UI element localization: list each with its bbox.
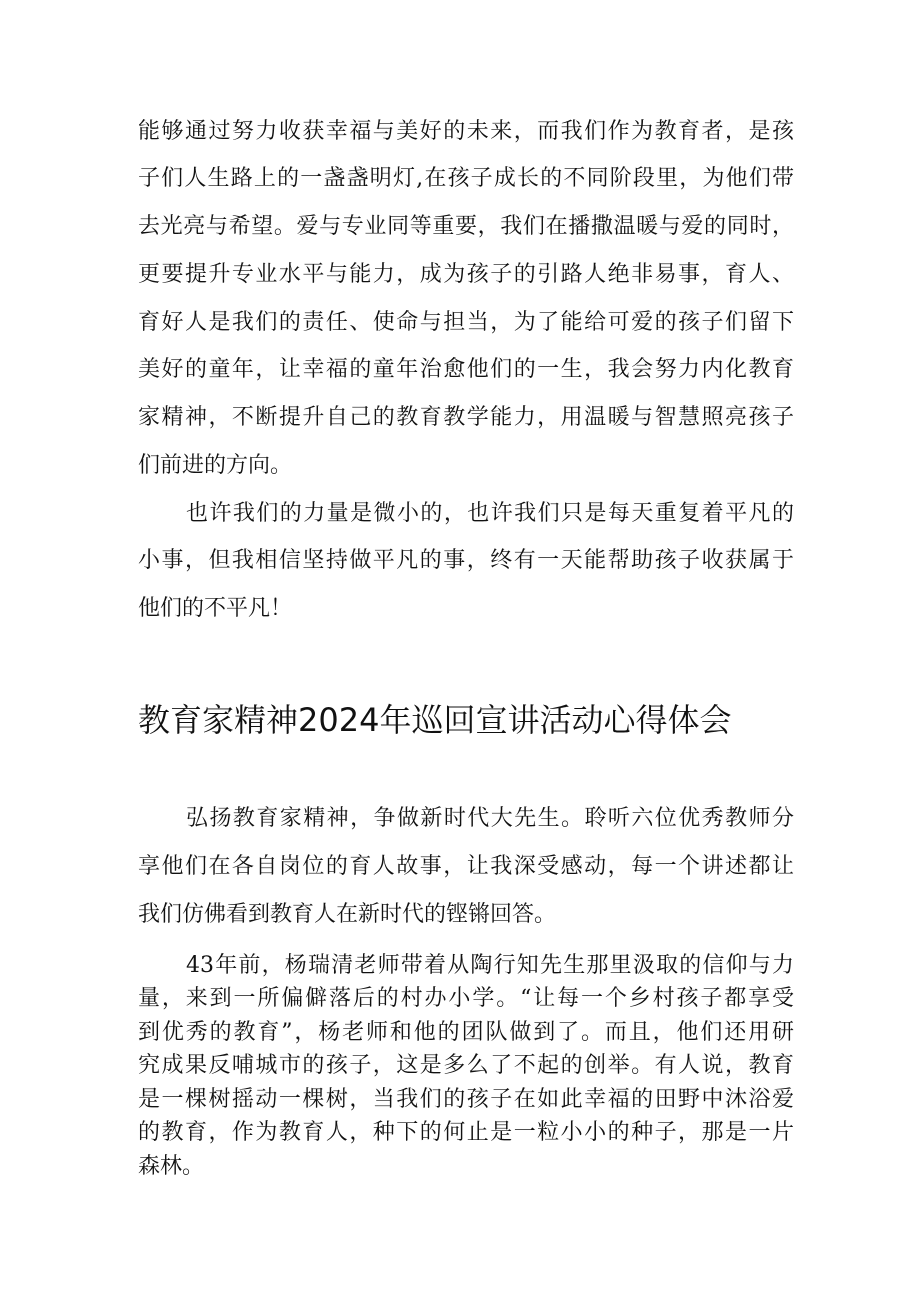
paragraph-line: 我们仿佛看到教育人在新时代的铿锵回答。 xyxy=(138,902,557,927)
paragraph-line: 能够通过努力收获幸福与美好的未来，而我们作为教育者，是孩 xyxy=(138,119,794,144)
paragraph-line: 育好人是我们的责任、使命与担当，为了能给可爱的孩子们留下 xyxy=(138,310,794,335)
paragraph-line: 的教育，作为教育人，种下的何止是一粒小小的种子，那是一片 xyxy=(138,1120,794,1145)
paragraph-line: 也许我们的力量是微小的，也许我们只是每天重复着平凡的 xyxy=(186,501,794,526)
paragraph-line: 量，来到一所偏僻落后的村办小学。“让每一个乡村孩子都享受 xyxy=(138,986,794,1011)
paragraph-line: 去光亮与希望。爱与专业同等重要，我们在播撒温暖与爱的同时， xyxy=(138,214,794,239)
paragraph-line: 享他们在各自岗位的育人故事，让我深受感动，每一个讲述都让 xyxy=(138,854,794,879)
paragraph-line: 小事，但我相信坚持做平凡的事，终有一天能帮助孩子收获属于 xyxy=(138,548,794,573)
paragraph-line: 子们人生路上的一盏盏明灯,在孩子成长的不同阶段里，为他们带 xyxy=(138,166,794,191)
paragraph-line: 弘扬教育家精神，争做新时代大先生。聆听六位优秀教师分 xyxy=(186,806,794,831)
paragraph-line: 森林。 xyxy=(138,1154,205,1179)
paragraph-line: 家精神，不断提升自己的教育教学能力，用温暖与智慧照亮孩子 xyxy=(138,405,794,430)
paragraph-line: 43年前，杨瑞清老师带着从陶行知先生那里汲取的信仰与力 xyxy=(186,953,794,978)
paragraph-line: 们前进的方向。 xyxy=(138,453,293,478)
paragraph-line: 他们的不平凡！ xyxy=(138,596,293,621)
section-heading: 教育家精神2024年巡回宣讲活动心得体会 xyxy=(138,701,732,739)
paragraph-line: 更要提升专业水平与能力，成为孩子的引路人绝非易事，育人、 xyxy=(138,262,794,287)
paragraph-line: 美好的童年，让幸福的童年治愈他们的一生，我会努力内化教育 xyxy=(138,357,794,382)
paragraph-line: 到优秀的教育”，杨老师和他的团队做到了。而且，他们还用研 xyxy=(138,1020,794,1045)
paragraph-line: 是一棵树摇动一棵树，当我们的孩子在如此幸福的田野中沐浴爱 xyxy=(138,1087,794,1112)
paragraph-line: 究成果反哺城市的孩子，这是多么了不起的创举。有人说，教育 xyxy=(138,1053,794,1078)
